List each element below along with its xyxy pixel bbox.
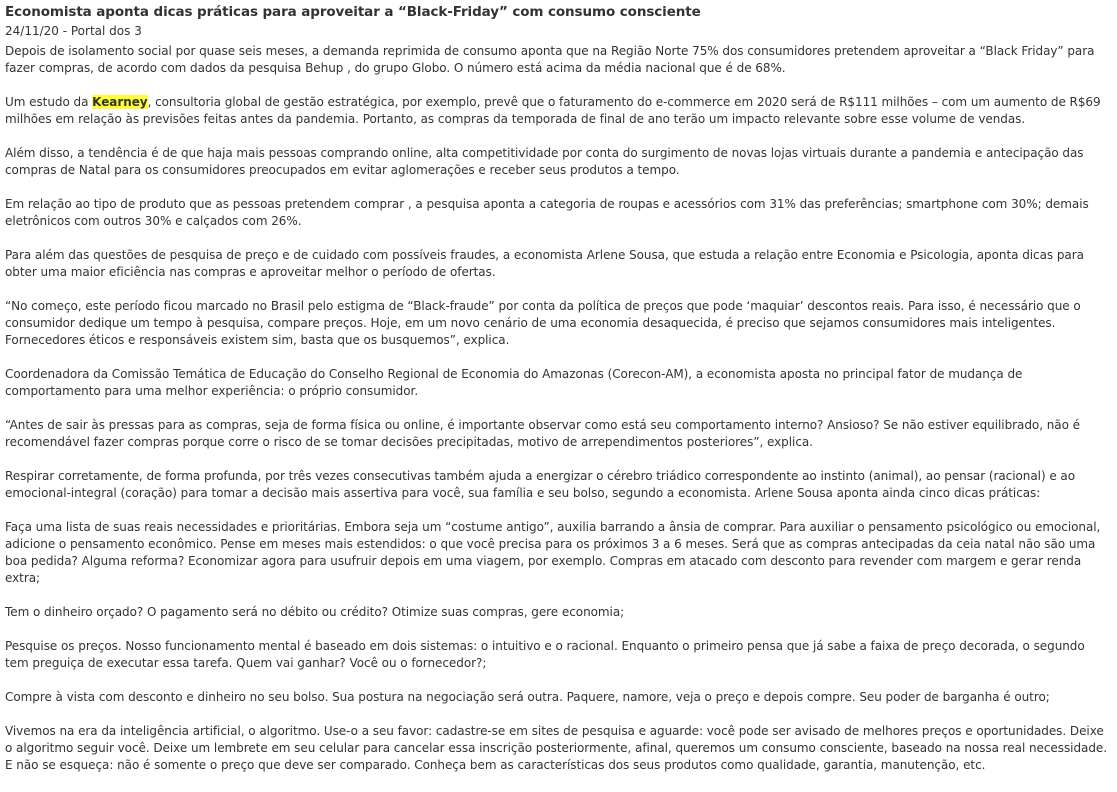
paragraph-4: Em relação ao tipo de produto que as pessoas pretendem comprar , a pesquisa aponta a categoria de roupas e acessórios com 31% das preferências; smartphone com 30%; demais eletrônicos com outros 30% e calçados com 26%. — [5, 197, 1089, 228]
paragraph-8: “Antes de sair às pressas para as compras, seja de forma física ou online, é importante observar como está seu comportamento interno? Ansioso? Se não estiver equilibrado, não é recomendável fazer compras porque corre o risco de se tomar decisões precipitadas, motivo de arrependimentos posteriores”, explica. — [5, 418, 1080, 449]
paragraph-1: Depois de isolamento social por quase seis meses, a demanda reprimida de consumo aponta que na Região Norte 75% dos consumidores pretendem aproveitar a “Black Friday” para fazer compras, de acordo com dados da pesquisa Behup , do grupo Globo. O número está acima da média nacional que é de 68%. — [5, 44, 1095, 75]
paragraph-9: Respirar corretamente, de forma profunda, por três vezes consecutivas também ajuda a energizar o cérebro triádico correspondente ao instinto (animal), ao pensar (racional) e ao emocional-integral (coração) para tomar a decisão mais assertiva para você, sua família e seu bolso, segundo a economista. Arlene Sousa aponta ainda cinco dicas práticas: — [5, 469, 1076, 500]
paragraph-5: Para além das questões de pesquisa de preço e de cuidado com possíveis fraudes, a economista Arlene Sousa, que estuda a relação entre Economia e Psicologia, aponta dicas para obter uma maior eficiência nas compras e aproveitar melhor o período de ofertas. — [5, 248, 1084, 279]
paragraph-2 — [5, 94, 1109, 128]
paragraph-3: Além disso, a tendência é de que haja mais pessoas comprando online, alta competitividade por conta do surgimento de novas lojas virtuais durante a pandemia e antecipação das compras de Natal para os consumidores preocupados em evitar aglomerações e receber seus produtos a tempo. — [5, 146, 1084, 177]
article-meta — [5, 23, 1109, 40]
article-title: Economista aponta dicas práticas para aproveitar a “Black-Friday” com consumo consciente — [5, 4, 701, 20]
paragraph-11: Tem o dinheiro orçado? O pagamento será no débito ou crédito? Otimize suas compras, gere economia; — [5, 605, 625, 619]
highlighted-term: Kearney — [92, 95, 148, 109]
paragraph-13: Compre à vista com desconto e dinheiro no seu bolso. Sua postura na negociação será outra. Paquere, namore, veja o preço e depois compre. Seu poder de barganha é outro; — [5, 690, 1050, 704]
paragraph-7: Coordenadora da Comissão Temática de Educação do Conselho Regional de Economia do Amazonas (Corecon-AM), a economista aposta no principal fator de mudança de comportamento para uma melhor experiência: o próprio consumidor. — [5, 367, 1023, 398]
paragraph-10: Faça uma lista de suas reais necessidades e prioritárias. Embora seja um “costume antigo”, auxilia barrando a ânsia de comprar. Para auxiliar o pensamento psicológico ou emocional, adicione o pensamento econômico. Pense em meses mais estendidos: o que você precisa para os próximos 3 a 6 meses. Será que as compras antecipadas da ceia natal não são uma boa pedida? Alguma reforma? Economizar agora para usufruir depois em uma viagem, por exemplo. Compras em atacado com desconto para revender com margem e gerar renda extra; — [5, 520, 1101, 585]
meta-separator: - — [58, 24, 71, 38]
paragraph-2-rest: , consultoria global de gestão estratégica, por exemplo, prevê que o faturamento do e-commerce em 2020 será de R$111 milhões – com um aumento de R$69 milhões em relação às previsões feitas antes da pandemia. Portanto, as compras da temporada de final de ano terão um impacto relevante sobre esse volume de vendas. — [5, 95, 1101, 126]
paragraph-14: Vivemos na era da inteligência artificial, o algoritmo. Use-o a seu favor: cadastre-se em sites de pesquisa e aguarde: você pode ser avisado de melhores preços e oportunidades. Deixe o algoritmo seguir você. Deixe um lembrete em seu celular para cancelar essa inscrição posteriormente, afinal, queremos um consumo consciente, baseado na nossa real necessidade. E não se esqueça: não é somente o preço que deve ser comparado. Conheça bem as características dos seus produtos como qualidade, garantia, manutenção, etc. — [5, 724, 1107, 772]
article-source: Portal dos 3 — [70, 24, 142, 38]
paragraph-2-lead: Um estudo da — [5, 95, 93, 109]
paragraph-6: “No começo, este período ficou marcado no Brasil pelo estigma de “Black-fraude” por conta da política de preços que pode ‘maquiar’ descontos reais. Para isso, é necessário que o consumidor dedique um tempo à pesquisa, compare preços. Hoje, em um novo cenário de uma economia desaquecida, é preciso que sejamos consumidores mais inteligentes. Fornecedores éticos e responsáveis existem sim, basta que os busquemos”, explica. — [5, 299, 1081, 347]
article — [5, 2, 1109, 791]
article-date: 24/11/20 — [5, 24, 59, 38]
paragraph-12: Pesquise os preços. Nosso funcionamento mental é baseado em dois sistemas: o intuitivo e o racional. Enquanto o primeiro pensa que já sabe a faixa de preço decorada, o segundo tem preguiça de executar essa tarefa. Quem vai ganhar? Você ou o fornecedor?; — [5, 639, 1085, 670]
